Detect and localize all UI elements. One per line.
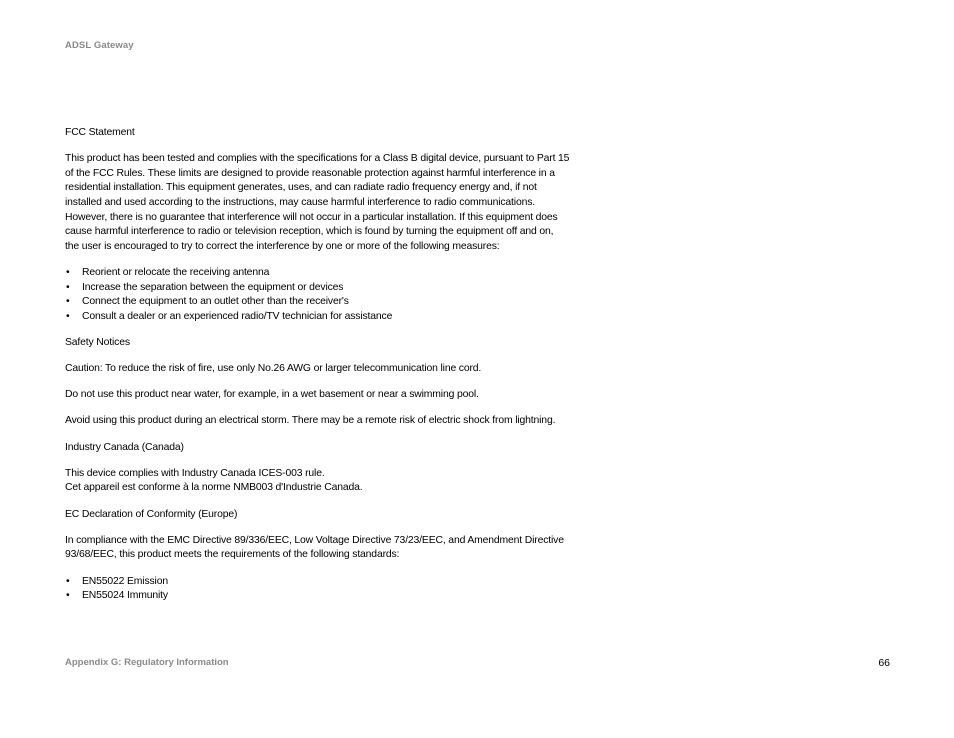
- list-item: • Consult a dealer or an experienced radio/TV technician for assistance: [65, 310, 595, 325]
- ec-paragraph-line: 93/68/EEC, this product meets the requirements of the following standards:: [65, 549, 400, 561]
- list-item: • Increase the separation between the equipment or devices: [65, 281, 595, 296]
- bullet-icon: •: [66, 310, 70, 322]
- canada-paragraph: [65, 467, 595, 496]
- safety-caution-text: Caution: To reduce the risk of fire, use only No.26 AWG or larger telecommunication line cord.: [65, 363, 482, 375]
- fcc-heading: FCC Statement: [65, 127, 135, 138]
- ec-paragraph: [65, 534, 595, 563]
- list-item: • Reorient or relocate the receiving antenna: [65, 266, 595, 281]
- page-number: 66: [878, 657, 890, 669]
- ec-heading: EC Declaration of Conformity (Europe): [65, 508, 238, 520]
- fcc-paragraph-line: of the FCC Rules. These limits are designed to provide reasonable protection against harmful interference in a: [65, 167, 555, 179]
- bullet-icon: •: [66, 590, 70, 602]
- bullet-icon: •: [66, 266, 70, 278]
- fcc-paragraph-line: residential installation. This equipment generates, uses, and can radiate radio frequency energy and, if not: [65, 182, 537, 194]
- document-header-title: ADSL Gateway: [65, 40, 134, 51]
- ec-paragraph-line: In compliance with the EMC Directive 89/336/EEC, Low Voltage Directive 73/23/EEC, and Amendment Directive: [65, 534, 564, 546]
- canada-line-english: This device complies with Industry Canada ICES-003 rule.: [65, 467, 325, 479]
- bullet-icon: •: [66, 281, 70, 293]
- fcc-paragraph-line: the user is encouraged to try to correct the interference by one or more of the following measures:: [65, 240, 500, 252]
- list-item: • Connect the equipment to an outlet other than the receiver's: [65, 295, 595, 310]
- fcc-measures-list: [65, 266, 595, 324]
- page-content: [65, 126, 595, 615]
- fcc-paragraph-line: This product has been tested and complies with the specifications for a Class B digital device, pursuant to Part 15: [65, 153, 570, 165]
- fcc-paragraph-line: installed and used according to the instructions, may cause harmful interference to radio communications.: [65, 196, 535, 208]
- footer-section-title: Appendix G: Regulatory Information: [65, 657, 229, 668]
- canada-heading: Industry Canada (Canada): [65, 441, 184, 453]
- list-item: • EN55022 Emission: [65, 575, 595, 590]
- ec-standards-list: [65, 575, 595, 604]
- list-item: • EN55024 Immunity: [65, 589, 595, 604]
- fcc-paragraph: [65, 152, 595, 254]
- fcc-paragraph-line: cause harmful interference to radio or television reception, which is found by turning the equipment off and on,: [65, 226, 554, 238]
- safety-water-text: Do not use this product near water, for example, in a wet basement or near a swimming pool.: [65, 389, 479, 401]
- canada-line-french: Cet appareil est conforme à la norme NMB003 d'Industrie Canada.: [65, 482, 363, 494]
- bullet-icon: •: [66, 575, 70, 587]
- bullet-icon: •: [66, 296, 70, 308]
- safety-storm-text: Avoid using this product during an electrical storm. There may be a remote risk of electric shock from lightning.: [65, 415, 556, 427]
- safety-heading: Safety Notices: [65, 336, 130, 348]
- fcc-paragraph-line: However, there is no guarantee that interference will not occur in a particular installation. If this equipment does: [65, 211, 558, 223]
